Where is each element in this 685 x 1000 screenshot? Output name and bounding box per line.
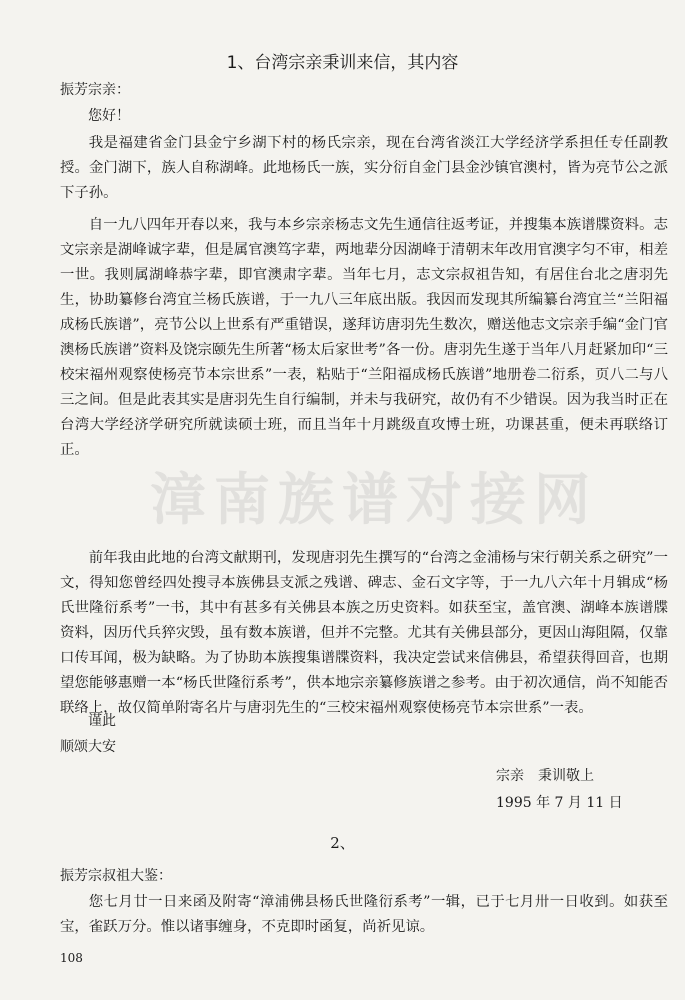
watermark-text: 漳南族谱对接网 — [150, 468, 598, 533]
letter1-date: 1995 年 7 月 11 日 — [496, 795, 623, 811]
letter1-paragraph-3: 前年我由此地的台湾文献期刊，发现唐羽先生撰写的“台湾之金浦杨与宋行朝关系之研究”一文，得知您曾经四处搜寻本族佛县支派之残谱、碑志、金石文字等，于一九八六年十月辑成“杨氏世隆衍系考”一书，其中有甚多有关佛县本族之历史资料。如获至宝，盖官澳、湖峰本族谱牒资料，因历代兵猝灾毁，虽有数本族谱，但并不完整。尤其有关佛县部分，更因山海阻隔，仅靠口传耳闻，极为缺略。为了协助本族搜集谱牒资料，我决定尝试来信佛县，希望获得回音，也期望您能够惠赠一本“杨氏世隆衍系考”，供本地宗亲纂修族谱之参考。由于初次通信，尚不知能否联络上，故仅简单附寄名片与唐羽先生的“三校宋福州观察使杨亮节本宗世系”一表。 — [60, 550, 668, 716]
letter1-paragraph-1: 我是福建省金门县金宁乡湖下村的杨氏宗亲，现在台湾省淡江大学经济学系担任专任副教授。金门湖下，族人自称湖峰。此地杨氏一族，实分衍自金门县金沙镇官澳村，皆为亮节公之派下子孙。 — [60, 135, 668, 201]
section2-paragraph: 您七月廿一日来函及附寄“漳浦佛县杨氏世隆衍系考”一辑，已于七月卅一日收到。如获至宝，雀跃万分。惟以诸事缠身，不克即时函复，尚祈见谅。 — [60, 894, 668, 935]
letter1-signature: 宗亲 秉训敬上 — [496, 768, 594, 784]
page-number: 108 — [60, 951, 83, 965]
letter1-greeting: 您好！ — [88, 108, 130, 124]
section2-heading: 2、 — [330, 834, 355, 852]
letter1-closing-2: 顺颂大安 — [60, 739, 116, 755]
section2-salutation: 振芳宗叔祖大鉴： — [60, 868, 172, 884]
letter1-salutation: 振芳宗亲： — [60, 82, 130, 98]
page-title: 1、台湾宗亲秉训来信，其内容 — [226, 53, 459, 73]
letter1-paragraph-2: 自一九八四年开春以来，我与本乡宗亲杨志文先生通信往返考证，并搜集本族谱牒资料。志文宗亲是湖峰诚字辈，但是属官澳笃字辈，两地辈分因湖峰于清朝末年改用官澳字匀不审，相差一世。我则属湖峰恭字辈，即官澳肃字辈。当年七月，志文宗叔祖告知，有居住台北之唐羽先生，协助纂修台湾宜兰杨氏族谱，于一九八三年底出版。我因而发现其所编纂台湾宜兰“兰阳福成杨氏族谱”，亮节公以上世系有严重错误，遂拜访唐羽先生数次，赠送他志文宗亲手编“金门官澳杨氏族谱”资料及饶宗颐先生所著“杨太后家世考”各一份。唐羽先生遂于当年八月赶紧加印“三校宋福州观察使杨亮节本宗世系”一表，粘贴于“兰阳福成杨氏族谱”地册卷二衍系，页八二与八三之间。但是此表其实是唐羽先生自行编制，并未与我研究，故仍有不少错误。因为我当时正在台湾大学经济学研究所就读硕士班，而且当年十月跳级直攻博士班，功课甚重，便未再联络订正。 — [60, 217, 668, 458]
letter1-closing-1: 谨此 — [88, 713, 116, 729]
